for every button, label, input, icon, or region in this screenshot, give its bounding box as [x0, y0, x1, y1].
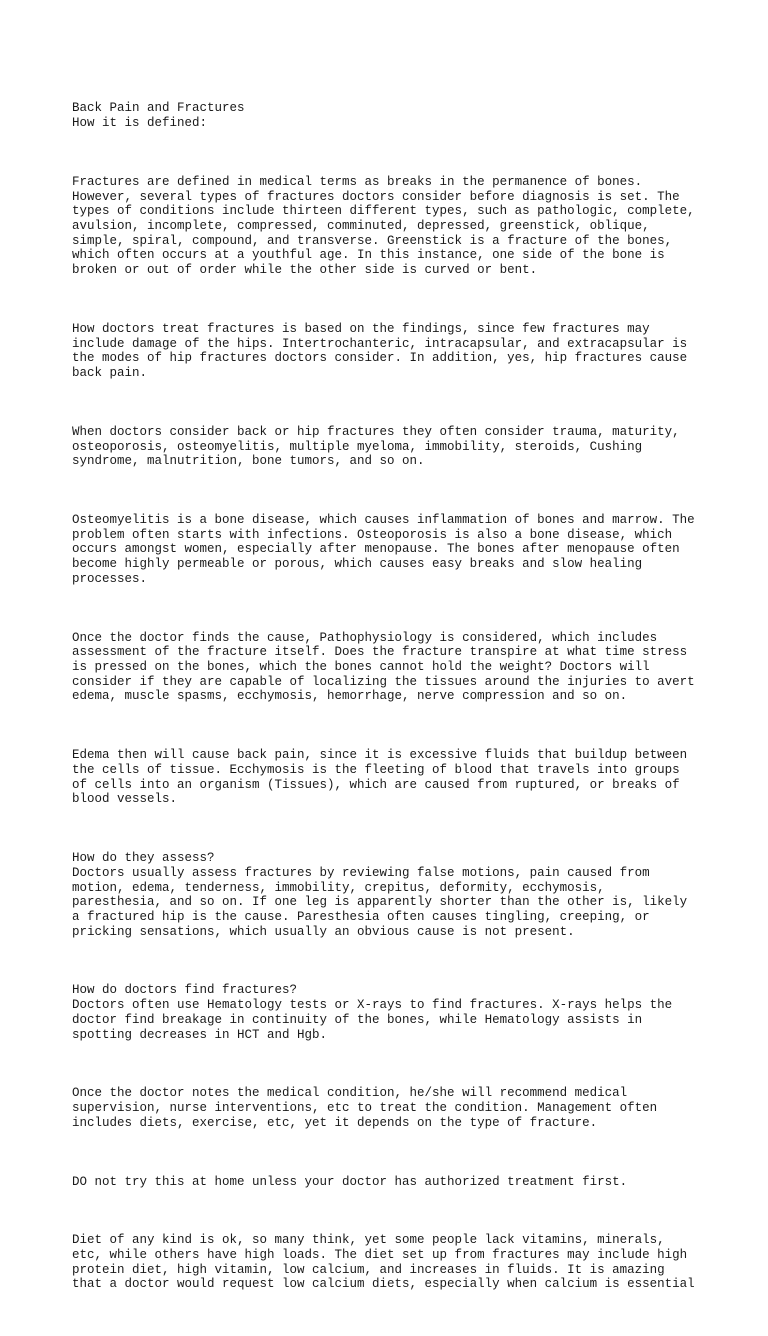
document-body [72, 72, 712, 1336]
document-title: Back Pain and Fractures [72, 101, 245, 116]
paragraph-assessment: How do they assess? Doctors usually assess fractures by reviewing false motions, pain caused from motion, edema, tenderness, immobility, crepitus, deformity, ecchymosis, paresthesia, and so on. If one leg is apparently shorter than the other is, likely a fractured hip is the cause. Paresthesia often causes tingling, creeping, or pricking sensations, which usually an obvious cause is not present. [72, 851, 688, 939]
paragraph-pathophysiology: Once the doctor finds the cause, Pathophysiology is considered, which includes assessment of the fracture itself. Does the fracture transpire at what time stress is pressed on the bones, which the bones cannot hold the weight? Doctors will consider if they are capable of localizing the tissues around the injuries to avert edema, muscle spasms, ecchymosis, hemorrhage, nerve compression and so on. [72, 630, 695, 704]
paragraph-hip-fractures: How doctors treat fractures is based on the findings, since few fractures may include damage of the hips. Intertrochanteric, intracapsular, and extracapsular is the modes of hip fractures doctors consider. In addition, yes, hip fractures cause back pain. [72, 321, 688, 381]
paragraph-edema: Edema then will cause back pain, since it is excessive fluids that buildup between the cells of tissue. Ecchymosis is the fleeting of blood that travels into groups of cells into an organism (Tissues), which are caused from ruptured, or breaks of blood vessels. [72, 748, 688, 807]
paragraph-management: Once the doctor notes the medical condition, he/she will recommend medical supervision, nurse interventions, etc to treat the condition. Management often includes diets, exercise, etc, yet it depends on the type of fracture. [72, 1086, 658, 1130]
paragraph-warning: DO not try this at home unless your doctor has authorized treatment first. [72, 1174, 628, 1189]
paragraph-considerations: When doctors consider back or hip fractures they often consider trauma, maturity, osteoporosis, osteomyelitis, multiple myeloma, immobility, steroids, Cushing syndrome, malnutrition, bone tumors, and so on. [72, 424, 680, 469]
paragraph-diet: Diet of any kind is ok, so many think, yet some people lack vitamins, minerals, etc, while others have high loads. The diet set up from fractures may include high protein diet, high vitamin, low calcium, and increases in fluids. It is amazing that a doctor would request low calcium diets, especially when calcium is essential [72, 1233, 695, 1292]
document-subtitle: How it is defined: [72, 116, 208, 131]
paragraph-finding-fractures: How do doctors find fractures? Doctors often use Hematology tests or X-rays to find fractures. X-rays helps the doctor find breakage in continuity of the bones, while Hematology assists in spotting decreases in HCT and Hgb. [72, 983, 673, 1042]
paragraph-osteomyelitis: Osteomyelitis is a bone disease, which causes inflammation of bones and marrow. The problem often starts with infections. Osteoporosis is also a bone disease, which occurs amongst women, especially after menopause. The bones after menopause often become highly permeable or porous, which causes easy breaks and slow healing processes. [72, 513, 695, 586]
paragraph-fracture-types: Fractures are defined in medical terms as breaks in the permanence of bones. However, several types of fractures doctors consider before diagnosis is set. The types of conditions include thirteen different types, such as pathologic, complete, avulsion, incomplete, compressed, comminuted, depressed, greenstick, oblique, simple, spiral, compound, and transverse. Greenstick is a fracture of the bones, which often occurs at a youthful age. In this instance, one side of the bone is broken or out of order while the other side is curved or bent. [72, 174, 695, 278]
document-heading [72, 101, 712, 130]
